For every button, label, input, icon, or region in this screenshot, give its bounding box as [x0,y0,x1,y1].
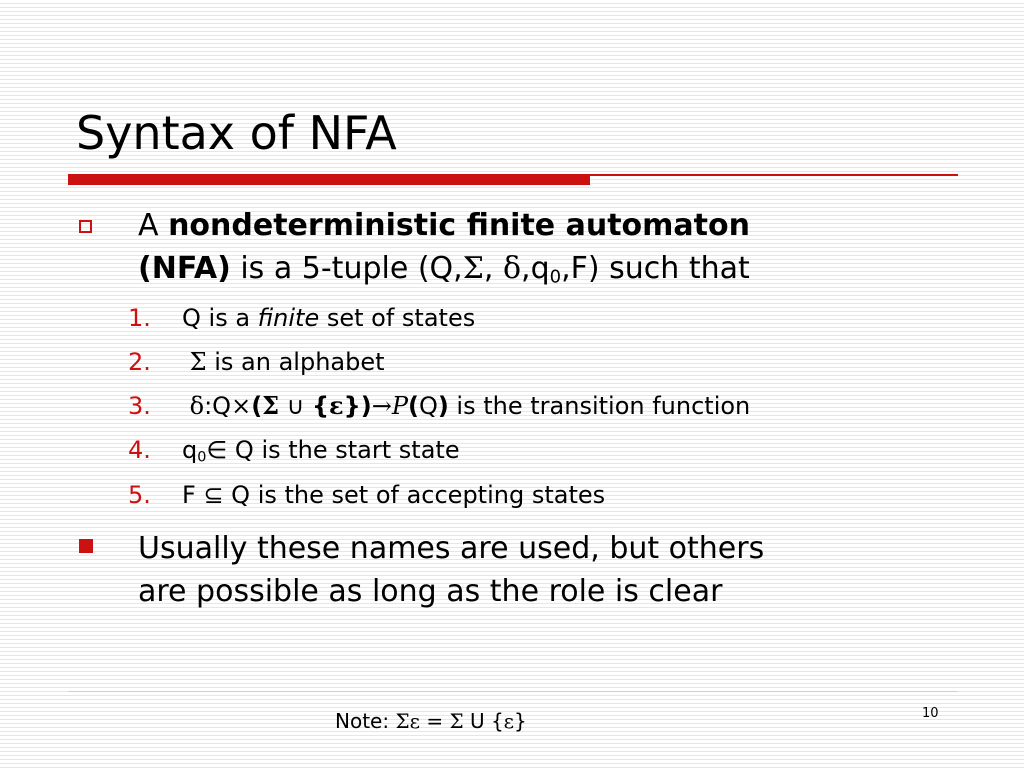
nfa-abbr: (NFA) [138,251,231,286]
sigma-symbol: Σ [462,251,484,286]
sigma-symbol: Σ [189,348,207,376]
hollow-square-bullet-icon [79,220,92,233]
list-item-start-state: 4. $q_0\in$ Q is the start state [128,436,460,466]
delta-symbol: δ [502,251,522,286]
nfa-definition-paragraph: A nondeterministic finite automaton (NFA) is a 5-tuple (Q,Σ, $\delta,q_0,F$) such that [138,208,750,288]
power-set-symbol: P [391,392,408,420]
footnote: Note: Σε = Σ U {ε} [335,709,527,733]
nfa-term: nondeterministic finite automaton [168,208,750,243]
list-number: 2. [128,348,151,376]
list-item-transition: 3. δ:Q×(Σ ∪ {ε})→P(Q) is the transition function [128,391,751,420]
slide-title: Syntax of NFA [76,106,397,160]
list-item-accepting-states: 5. F ⊆ Q is the set of accepting states [128,481,606,509]
list-item-states: 1. Q is a finite set of states [128,304,476,332]
list-number: 4. [128,436,151,464]
list-number: 1. [128,304,151,332]
list-number: 3. [128,392,151,420]
list-item-alphabet: 2. Σ is an alphabet [128,348,385,376]
footer-divider [68,691,958,692]
names-paragraph: Usually these names are used, but others are possible as long as the role is clear [138,531,765,609]
filled-square-bullet-icon [79,539,93,553]
page-number: 10 [922,706,939,721]
list-number: 5. [128,481,151,509]
title-underline-thick [68,176,590,185]
delta-symbol: δ [189,392,205,420]
